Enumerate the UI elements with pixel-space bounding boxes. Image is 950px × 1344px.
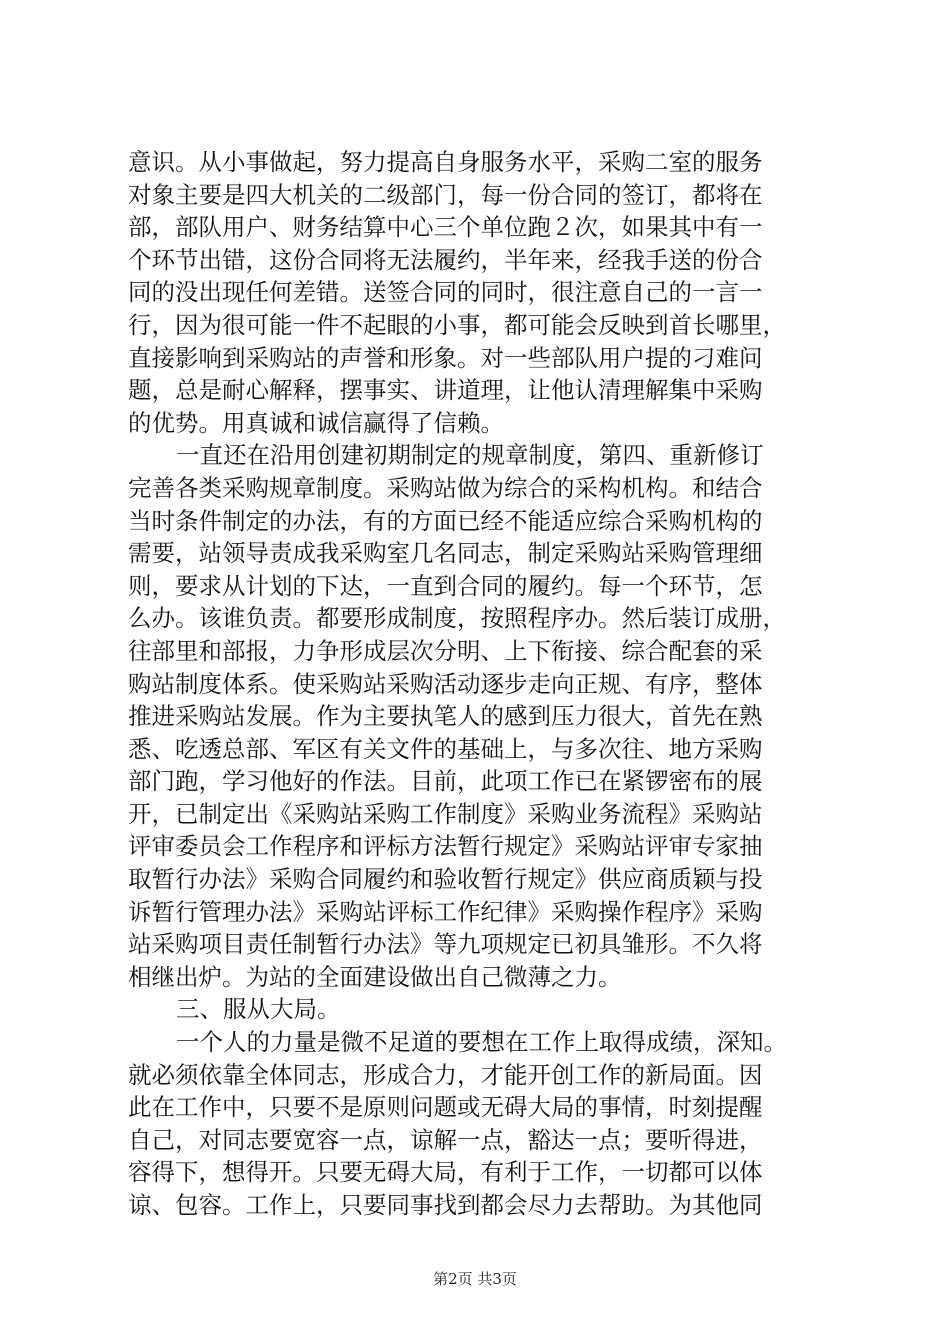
text-line: 评审委员会工作程序和评标方法暂行规定》采购站评审专家抽: [128, 832, 763, 861]
text-line: 当时条件制定的办法，有的方面已经不能适应综合采购机构的: [128, 506, 763, 535]
text-line: 部门跑，学习他好的作法。目前，此项工作已在紧锣密布的展: [128, 767, 763, 796]
section-heading: 三、服从大局。: [176, 995, 341, 1024]
text-line: 意识。从小事做起，努力提高自身服务水平，采购二室的服务: [128, 148, 763, 176]
text-line: 往部里和部报，力争形成层次分明、上下衔接、综合配套的采: [128, 636, 763, 665]
text-line: 站采购项目责任制暂行办法》等九项规定已初具雏形。不久将: [128, 930, 763, 959]
text-line: 推进采购站发展。作为主要执笔人的感到压力很大，首先在熟: [128, 702, 763, 731]
text-line: 诉暂行管理办法》采购站评标工作纪律》采购操作程序》采购: [128, 897, 763, 926]
text-line: 容得下，想得开。只要无碍大局，有利于工作，一切都可以体: [128, 1158, 763, 1187]
text-line: 开，已制定出《采购站采购工作制度》采购业务流程》采购站: [128, 799, 763, 828]
text-line: 直接影响到采购站的声誉和形象。对一些部队用户提的刁难问: [128, 343, 763, 372]
text-line: 取暂行办法》采购合同履约和验收暂行规定》供应商质颖与投: [128, 865, 763, 894]
text-line: 相继出炉。为站的全面建设做出自己微薄之力。: [128, 962, 622, 991]
text-line: 此在工作中，只要不是原则问题或无碍大局的事情，时刻提醒: [128, 1093, 763, 1122]
text-line: 对象主要是四大机关的二级部门，每一份合同的签订，都将在: [128, 180, 763, 209]
text-line: 部，部队用户、财务结算中心三个单位跑２次，如果其中有一: [128, 213, 763, 242]
text-line: 的优势。用真诚和诚信赢得了信赖。: [128, 408, 504, 437]
text-line: 完善各类采购规章制度。采购站做为综合的采构机构。和结合: [128, 473, 763, 502]
text-line: 个环节出错，这份合同将无法履约，半年来，经我手送的份合: [128, 245, 763, 274]
text-line: 行，因为很可能一件不起眼的小事，都可能会反映到首长哪里，: [128, 310, 786, 339]
text-line: 自己，对同志要宽容一点，谅解一点，豁达一点；要听得进，: [128, 1125, 763, 1154]
text-line: 则，要求从计划的下达，一直到合同的履约。每一个环节，怎: [128, 571, 763, 600]
text-line: 需要，站领导责成我采购室几名同志，制定采购站采购管理细: [128, 539, 763, 568]
page-number-footer: 第2页 共3页: [433, 1270, 517, 1288]
text-line: 么办。该谁负责。都要形成制度，按照程序办。然后装订成册，: [128, 604, 786, 633]
body-text: [128, 146, 858, 1222]
paragraph-start-line: 一直还在沿用创建初期制定的规章制度，第四、重新修订: [176, 441, 764, 470]
text-line: 谅、包容。工作上，只要同事找到都会尽力去帮助。为其他同: [128, 1191, 763, 1219]
paragraph-start-line: 一个人的力量是微不足道的要想在工作上取得成绩，深知。: [176, 1028, 787, 1057]
text-line: 购站制度体系。使采购站采购活动逐步走向正规、有序，整体: [128, 669, 763, 698]
text-line: 题，总是耐心解释，摆事实、讲道理，让他认清理解集中采购: [128, 376, 763, 405]
text-line: 就必须依靠全体同志，形成合力，才能开创工作的新局面。因: [128, 1060, 763, 1089]
text-line: 悉、吃透总部、军区有关文件的基础上，与多次往、地方采购: [128, 734, 763, 763]
text-line: 同的没出现任何差错。送签合同的同时，很注意自己的一言一: [128, 278, 763, 307]
